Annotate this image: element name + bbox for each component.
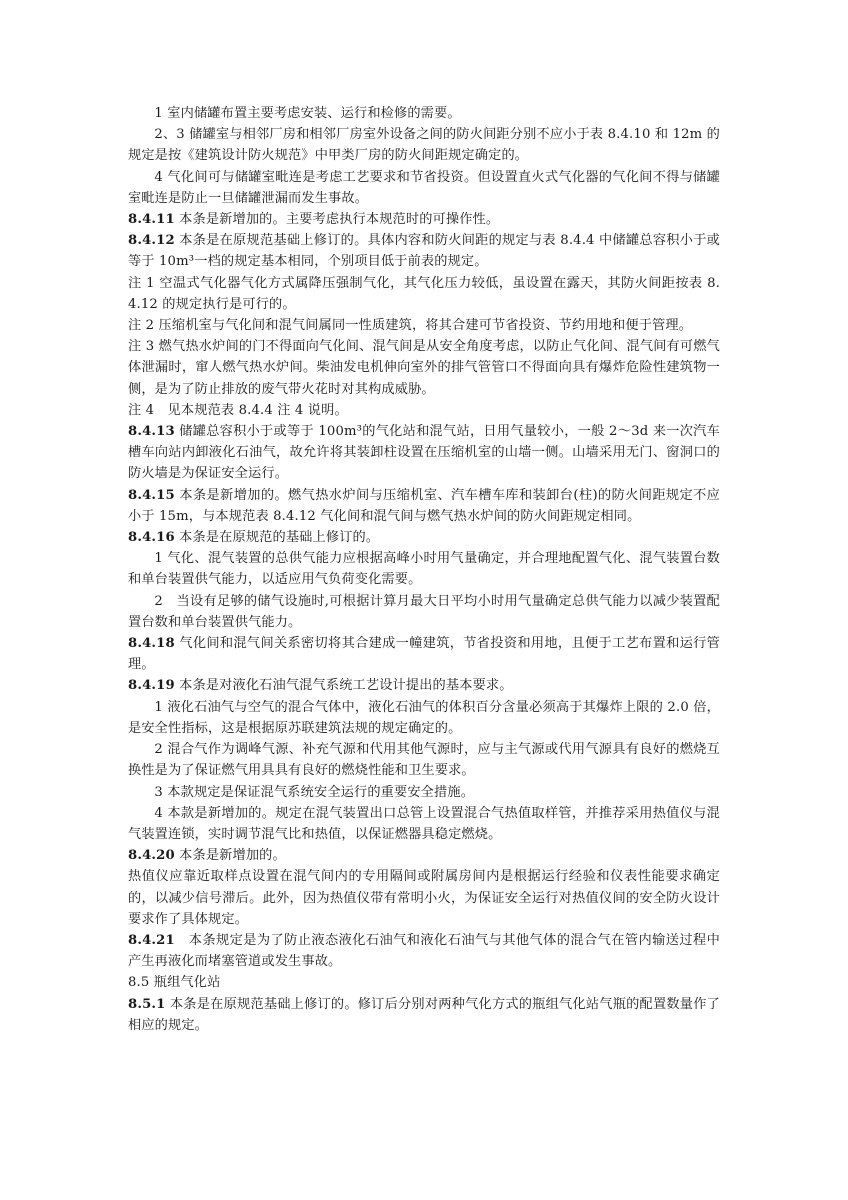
- paragraph-text: 2 混合气作为调峰气源、补充气源和代用其他气源时，应与主气源或代用气源具有良好的燃烧互换性是为了保证燃气用具具有良好的燃烧性能和卫生要求。: [128, 742, 720, 779]
- clause-number: 8.4.19: [128, 678, 175, 694]
- section-heading: [128, 972, 720, 993]
- paragraph-12: [128, 527, 720, 548]
- paragraph-text: 储罐总容积小于或等于 100m³的气化站和混气站，日用气量较小，一般 2～3d 来一次汽车槽车向站内卸液化石油气，故允许将其装卸柱设置在压缩机室的山墙一侧。山墙采用无门、窗洞口的防火墙是为保证安全运行。: [128, 424, 720, 482]
- paragraph-text: 2 当设有足够的储气设施时,可根据计算月最大日平均小时用气量确定总供气能力以减少装置配置台数和单台装置供气能力。: [128, 593, 720, 630]
- paragraph-25: [128, 994, 720, 1036]
- document-page: [128, 103, 720, 1036]
- paragraph-7: [128, 315, 720, 336]
- paragraph-text: 4 本款是新增加的。规定在混气装置出口总管上设置混合气热值取样管，并推荐采用热值仪与混气装置连锁，实时调节混气比和热值，以保证燃器具稳定燃烧。: [128, 805, 720, 842]
- clause-number: 8.4.21: [128, 932, 175, 948]
- clause-number: 8.4.13: [128, 424, 175, 440]
- clause-number: 8.4.20: [128, 848, 175, 864]
- paragraph-text: 本条是在原规范基础上修订的。具体内容和防火间距的规定与表 8.4.4 中储罐总容积小于或等于 10m³一档的规定基本相同，个别项目低于前表的规定。: [128, 233, 720, 270]
- paragraph-text: 本条是对液化石油气混气系统工艺设计提出的基本要求。: [174, 678, 513, 694]
- paragraph-text: 注 1 空温式气化器气化方式属降压强制气化，其气化压力较低，虽设置在露天，其防火间距按表 8.4.12 的规定执行是可行的。: [128, 275, 720, 312]
- clause-number: 8.4.15: [128, 487, 175, 503]
- paragraph-23: [128, 930, 720, 972]
- paragraph-9: [128, 400, 720, 421]
- paragraph-text: 2、3 储罐室与相邻厂房和相邻厂房室外设备之间的防火间距分别不应小于表 8.4.10 和 12m 的规定是按《建筑设计防火规范》中甲类厂房的防火间距规定确定的。: [128, 127, 720, 164]
- paragraph-19: [128, 782, 720, 803]
- paragraph-21: [128, 845, 720, 866]
- paragraph-11: [128, 485, 720, 527]
- paragraph-text: 本条是在原规范的基础上修订的。: [174, 530, 380, 546]
- paragraph-13: [128, 548, 720, 590]
- paragraph-text: 1 气化、混气装置的总供气能力应根据高峰小时用气量确定，并合理地配置气化、混气装置台数和单台装置供气能力，以适应用气负荷变化需要。: [128, 551, 720, 588]
- paragraph-10: [128, 421, 720, 485]
- paragraph-20: [128, 803, 720, 845]
- paragraph-text: 1 室内储罐布置主要考虑安装、运行和检修的需要。: [154, 106, 461, 121]
- paragraph-text: 本条是新增加的。主要考虑执行本规范时的可操作性。: [174, 212, 500, 228]
- paragraph-text: 本条是在原规范基础上修订的。修订后分别对两种气化方式的瓶组气化站气瓶的配置数量作了相应的规定。: [128, 996, 720, 1033]
- clause-number: 8.5.1: [128, 996, 166, 1012]
- paragraph-text: 4 气化间可与储罐室毗连是考虑工艺要求和节省投资。但设置直火式气化器的气化间不得与储罐室毗连是防止一旦储罐泄漏而发生事故。: [128, 169, 720, 206]
- paragraph-5: [128, 230, 720, 272]
- paragraph-text: 1 液化石油气与空气的混合气体中，液化石油气的体积百分含量必须高于其爆炸上限的 2.0 倍，是安全性指标，这是根据原苏联建筑法规的规定确定的。: [128, 699, 720, 736]
- paragraph-text: 注 4 见本规范表 8.4.4 注 4 说明。: [128, 402, 348, 418]
- paragraph-text: 8.5 瓶组气化站: [128, 975, 221, 991]
- paragraph-6: [128, 273, 720, 315]
- paragraph-18: [128, 739, 720, 781]
- paragraph-8: [128, 336, 720, 400]
- paragraph-17: [128, 697, 720, 739]
- clause-number: 8.4.11: [128, 212, 175, 228]
- paragraph-text: 本条规定是为了防止液态液化石油气和液化石油气与其他气体的混合气在管内输送过程中产生再液化而堵塞管道或发生事故。: [128, 932, 720, 970]
- paragraph-3: [128, 167, 720, 209]
- paragraph-4: [128, 209, 720, 230]
- paragraph-text: 气化间和混气间关系密切将其合建成一幢建筑，节省投资和用地，且便于工艺布置和运行管理。: [128, 636, 720, 673]
- paragraph-14: [128, 591, 720, 633]
- paragraph-text: 本条是新增加的。燃气热水炉间与压缩机室、汽车槽车库和装卸台(柱)的防火间距规定不应小于 15m，与本规范表 8.4.12 气化间和混气间与燃气热水炉间的防火间距规定相同。: [128, 487, 720, 524]
- paragraph-text: 3 本款规定是保证混气系统安全运行的重要安全措施。: [154, 784, 475, 800]
- paragraph-15: [128, 633, 720, 675]
- paragraph-1: [128, 103, 720, 124]
- clause-number: 8.4.16: [128, 530, 175, 546]
- clause-number: 8.4.18: [128, 636, 175, 652]
- paragraph-text: 注 2 压缩机室与气化间和混气间属同一性质建筑，将其合建可节省投资、节约用地和便于管理。: [128, 318, 693, 334]
- paragraph-text: 热值仪应靠近取样点设置在混气间内的专用隔间或附属房间内是根据运行经验和仪表性能要求确定的，以减少信号滞后。此外，因为热值仪带有常明小火，为保证安全运行对热值仪间的安全防火设计要求作了具体规定。: [128, 869, 720, 927]
- paragraph-22: [128, 866, 720, 930]
- paragraph-text: 注 3 燃气热水炉间的门不得面向气化间、混气间是从安全角度考虑，以防止气化间、混气间有可燃气体泄漏时，窜人燃气热水炉间。柴油发电机伸向室外的排气管管口不得面向具有爆炸危险性建筑物一侧，是为了防止排放的废气带火花时对其构成威胁。: [128, 339, 720, 397]
- paragraph-2: [128, 124, 720, 166]
- clause-number: 8.4.12: [128, 233, 175, 249]
- paragraph-16: [128, 675, 720, 696]
- paragraph-text: 本条是新增加的。: [174, 848, 286, 864]
